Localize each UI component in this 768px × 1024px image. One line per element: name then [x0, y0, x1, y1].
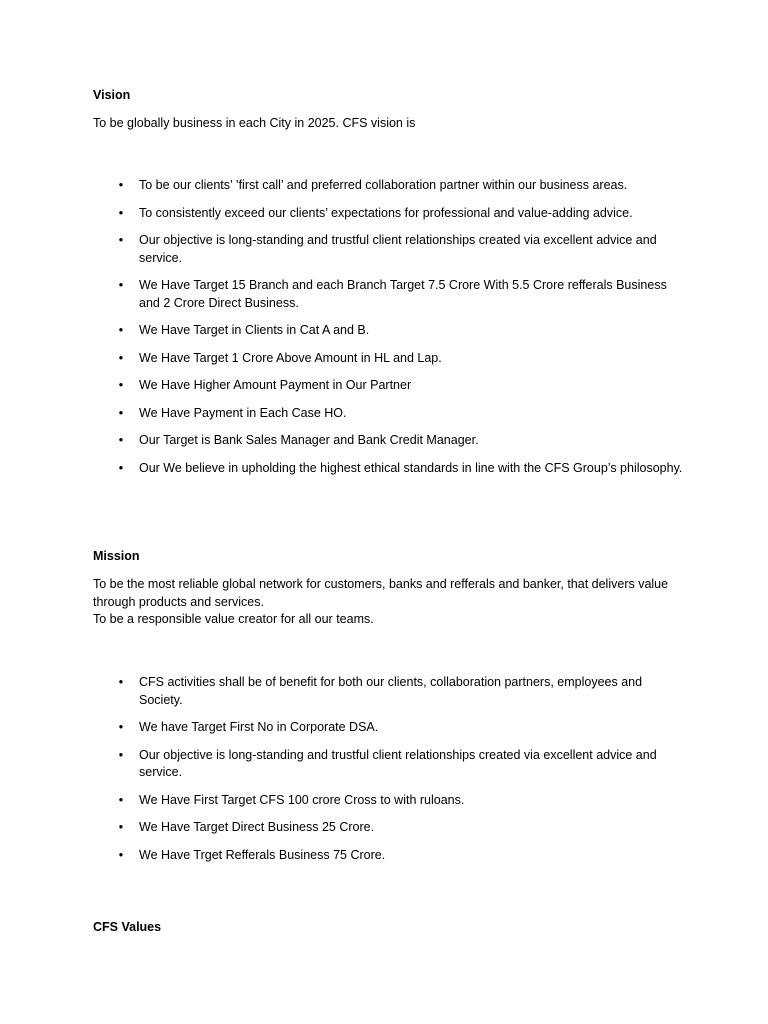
vision-bullet-item: [93, 205, 683, 223]
vision-bullet-text: To consistently exceed our clients’ expectations for professional and value-adding advice.: [139, 205, 633, 220]
vision-heading: Vision: [93, 88, 131, 102]
bullet-icon: •: [118, 460, 124, 475]
mission-bullet-text: CFS activities shall be of benefit for both our clients, collaboration partners, employees and Society.: [139, 675, 643, 707]
vision-bullet-item: [93, 232, 683, 267]
vision-bullet-text: We Have Target 15 Branch and each Branch Target 7.5 Crore With 5.5 Crore refferals Business and 2 Crore Direct Business.: [139, 278, 667, 310]
mission-heading: Mission: [93, 549, 140, 563]
bullet-icon: •: [118, 747, 124, 762]
mission-bullet-item: [93, 719, 683, 737]
mission-bullet-text: We have Target First No in Corporate DSA.: [139, 720, 379, 734]
mission-bullet-item: [93, 747, 683, 782]
mission-section: [93, 548, 683, 629]
vision-intro: To be globally business in each City in 2025. CFS vision is: [93, 116, 416, 130]
bullet-icon: •: [118, 278, 124, 292]
mission-bullet-item: [93, 819, 683, 837]
bullet-icon: •: [118, 720, 124, 734]
vision-bullet-item: [93, 432, 683, 450]
vision-bullet-text: Our We believe in upholding the highest ethical standards in line with the CFS Group’s philosophy.: [139, 460, 683, 475]
bullet-icon: •: [118, 350, 124, 365]
mission-bullet-item: [93, 792, 683, 810]
values-section: [93, 919, 683, 936]
bullet-icon: •: [118, 378, 124, 392]
mission-bullet-text: We Have Trget Refferals Business 75 Crore.: [139, 847, 386, 862]
bullet-icon: •: [118, 820, 124, 834]
mission-bullet-text: We Have First Target CFS 100 crore Cross to with ruloans.: [139, 792, 465, 807]
bullet-icon: •: [118, 847, 124, 862]
mission-bullet-list: [93, 674, 683, 874]
vision-bullet-item: [93, 177, 683, 195]
bullet-icon: •: [118, 233, 124, 247]
bullet-icon: •: [118, 405, 124, 420]
vision-bullet-item: [93, 460, 683, 478]
bullet-icon: •: [118, 323, 124, 337]
mission-bullet-item: [93, 847, 683, 865]
mission-intro-line2: To be a responsible value creator for all our teams.: [93, 612, 374, 626]
vision-bullet-text: We Have Payment in Each Case HO.: [139, 405, 347, 420]
bullet-icon: •: [118, 178, 124, 192]
vision-bullet-list: [93, 177, 683, 487]
vision-bullet-item: [93, 322, 683, 340]
bullet-icon: •: [118, 433, 124, 447]
vision-section: [93, 87, 683, 133]
vision-bullet-item: [93, 277, 683, 312]
mission-bullet-text: Our objective is long-standing and trustful client relationships created via excellent advice and service.: [139, 747, 657, 779]
bullet-icon: •: [118, 675, 124, 689]
vision-bullet-text: Our objective is long-standing and trustful client relationships created via excellent advice and service.: [139, 233, 657, 265]
vision-bullet-text: We Have Higher Amount Payment in Our Partner: [139, 378, 412, 392]
values-heading: CFS Values: [93, 920, 162, 934]
vision-bullet-text: To be our clients’ ’first call’ and preferred collaboration partner within our business areas.: [139, 178, 628, 192]
bullet-icon: •: [118, 205, 124, 220]
vision-bullet-text: We Have Target in Clients in Cat A and B.: [139, 323, 370, 337]
vision-bullet-item: [93, 405, 683, 423]
vision-bullet-item: [93, 377, 683, 395]
mission-intro: [93, 576, 683, 629]
vision-bullet-item: [93, 350, 683, 368]
mission-intro-line1: To be the most reliable global network for customers, banks and refferals and banker, that delivers value through products and services.: [93, 577, 669, 609]
vision-bullet-text: Our Target is Bank Sales Manager and Bank Credit Manager.: [139, 433, 479, 447]
mission-bullet-item: [93, 674, 683, 709]
mission-bullet-text: We Have Target Direct Business 25 Crore.: [139, 820, 375, 834]
bullet-icon: •: [118, 792, 124, 807]
vision-bullet-text: We Have Target 1 Crore Above Amount in HL and Lap.: [139, 350, 442, 365]
